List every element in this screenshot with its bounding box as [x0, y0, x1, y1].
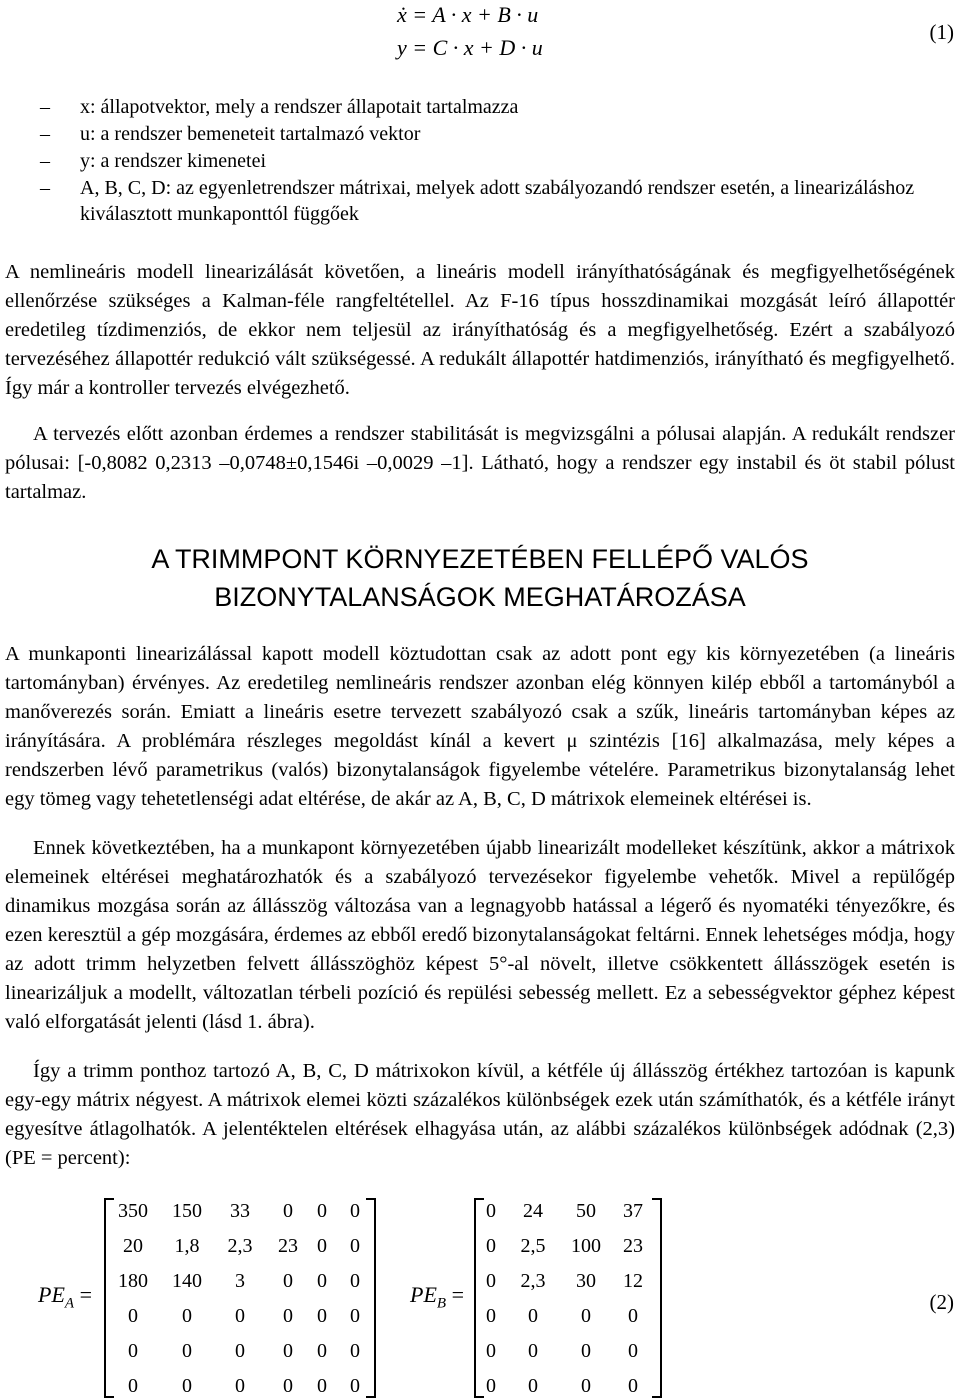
- matrix-a-cell: 0: [182, 1305, 192, 1327]
- matrix-b-cell: 0: [486, 1340, 496, 1362]
- matrix-a-cell: 0: [283, 1340, 293, 1362]
- matrix-a-cell: 0: [317, 1305, 327, 1327]
- matrix-a-cell: 0: [317, 1235, 327, 1257]
- matrix-a-equals: =: [79, 1282, 92, 1307]
- matrix-a-cell: 1,8: [174, 1235, 200, 1257]
- matrix-b-cell: 0: [486, 1270, 496, 1292]
- section-heading-line1: A TRIMMPONT KÖRNYEZETÉBEN FELLÉPŐ VALÓS: [151, 544, 809, 574]
- matrix-a-cell: 0: [235, 1340, 245, 1362]
- paragraph-poles: A tervezés előtt azonban érdemes a rendszer stabilitását is megvizsgálni a pólusai alapján. A redukált rendszer pólusai: [-0,8082 0,2313 –0,0748±0,1546i –0,0029 –1]. Látható, hogy a rendszer egy instabil és öt stabil pólust tartalmaz.: [5, 423, 955, 503]
- matrix-b-cell: 0: [486, 1200, 496, 1222]
- output-equation: y = C · x + D · u: [397, 35, 543, 60]
- matrix-b-label: [410, 1282, 464, 1312]
- matrix-a-cell: 0: [182, 1375, 192, 1397]
- matrix-b-label-main: PE: [410, 1282, 437, 1307]
- matrix-a-cell: 0: [350, 1270, 360, 1292]
- matrix-a-cell: 150: [172, 1200, 202, 1222]
- section-heading: [0, 540, 960, 616]
- section-heading-line2: BIZONYTALANSÁGOK MEGHATÁROZÁSA: [214, 582, 746, 612]
- matrix-b-left-bracket: [474, 1198, 484, 1398]
- matrix-b-cell: 0: [581, 1305, 591, 1327]
- matrix-a-cell: 3: [235, 1270, 245, 1292]
- matrix-a-cell: 0: [317, 1270, 327, 1292]
- matrix-a-cell: 0: [350, 1235, 360, 1257]
- matrix-b-cell: 24: [523, 1200, 543, 1222]
- matrix-b-cell: 50: [576, 1200, 596, 1222]
- matrix-a-cell: 0: [350, 1305, 360, 1327]
- list-dash: –: [40, 150, 50, 172]
- list-dash: –: [40, 177, 50, 199]
- matrix-a-cell: 0: [128, 1305, 138, 1327]
- matrix-a-label-main: PE: [38, 1282, 65, 1307]
- definition-text: x: állapotvektor, mely a rendszer állapotait tartalmazza: [80, 96, 519, 118]
- matrix-b-label-sub: B: [436, 1295, 447, 1312]
- matrix-a-cell: 350: [118, 1200, 148, 1222]
- list-dash: –: [40, 96, 50, 118]
- paragraph-linearization: A munkaponti linearizálással kapott modell köztudottan csak az adott pont egy kis környezetében (a lineáris tartományban) érvényes. Az eredetileg nemlineáris rendszer azonban elég könnyen kilép ebből a tartományból a manőverezés során. Emiatt a lineáris esetre tervezett szabályozó csak a szűk, lineáris tartományban képes az irányítására. A problémára részleges megoldást kínál a kevert μ szintézis [16] alkalmazása, mely képes a rendszerben lévő parametrikus (valós) bizonytalanságok figyelembe vételére. Parametrikus bizonytalanság lehet egy tömeg vagy tehetetlenségi adat eltérése, de akár az A, B, C, D mátrixok elemeinek eltérései is.: [5, 643, 955, 810]
- matrix-b-cell: 0: [581, 1375, 591, 1397]
- paragraph-percent-differences: Így a trimm ponthoz tartozó A, B, C, D mátrixokon kívül, a kétféle új állásszög értékhez tartozóan is kapunk egy-egy mátrix négyest. A mátrixok elemei közti százalékos különbségek ezek után számíthatók, és a kétféle irányt egyesítve átlagolhatók. A jelentéktelen eltérések elhagyása után, az alábbi százalékos különbségek adódnak (2,3) (PE = percent):: [5, 1060, 955, 1169]
- matrix-a-cell: 0: [235, 1375, 245, 1397]
- matrix-a-cell: 0: [317, 1200, 327, 1222]
- matrix-b-cell: 0: [528, 1340, 538, 1362]
- matrix-b-right-bracket: [652, 1198, 662, 1398]
- matrix-a-cell: 0: [128, 1340, 138, 1362]
- equation-number-1: (1): [929, 20, 954, 44]
- matrix-b-cell: 0: [486, 1375, 496, 1397]
- matrix-a-cell: 2,3: [227, 1235, 253, 1257]
- matrix-a-cell: 0: [182, 1340, 192, 1362]
- matrix-a-cell: 0: [317, 1375, 327, 1397]
- definition-text: y: a rendszer kimenetei: [80, 150, 267, 172]
- matrix-a-left-bracket: [104, 1198, 114, 1398]
- matrix-a-cell: 0: [350, 1375, 360, 1397]
- matrix-b-cell: 37: [623, 1200, 643, 1222]
- matrix-b-cell: 23: [623, 1235, 643, 1257]
- paragraph-uncertainty: Ennek következtében, ha a munkapont környezetében újabb linearizált modelleket készítünk, akkor a mátrixok elemeinek eltérései meghatározhatók és a szabályozó tervezésekor figyelembe vehetők. Mivel a repülőgép dinamikus mozgása során az állásszög változása van a legnagyobb hatással a légerő és nyomatéki tényezőkre, és ezen keresztül a gép mozgására, érdemes az ebből eredő bizonytalanságokat feltárni. Ennek lehetséges módja, hogy az adott trimm helyzetben felvett állásszöghöz képest 5°-al növelt, illetve csökkentett állásszögek esetén is linearizáljuk a modellt, változatlan térbeli pozíció és repülési sebesség mellett. Ez a sebességvektor géphez képest való elforgatását jelenti (lásd 1. ábra).: [5, 837, 955, 1033]
- matrix-a-cell: 20: [123, 1235, 143, 1257]
- matrix-b-cell: 12: [623, 1270, 643, 1292]
- matrix-a-cell: 0: [128, 1375, 138, 1397]
- matrix-a-cell: 0: [350, 1200, 360, 1222]
- matrix-b-equals: =: [451, 1282, 464, 1307]
- equation-number-2: (2): [929, 1290, 954, 1314]
- matrix-b-cell: 0: [628, 1305, 638, 1327]
- matrix-b-cell: 0: [628, 1340, 638, 1362]
- matrix-b-cell: 0: [528, 1375, 538, 1397]
- list-dash: –: [40, 123, 50, 145]
- matrix-a-label-sub: A: [64, 1295, 75, 1312]
- matrix-b-cell: 2,3: [520, 1270, 546, 1292]
- matrix-b-cell: 0: [628, 1375, 638, 1397]
- matrix-b-cell: 0: [528, 1305, 538, 1327]
- matrix-b-cell: 0: [486, 1235, 496, 1257]
- matrix-a-cell: 0: [283, 1375, 293, 1397]
- paragraph-kalman: A nemlineáris modell linearizálását követően, a lineáris modell irányíthatóságának és megfigyelhetőségének ellenőrzése szükséges a Kalman-féle rangfeltétellel. Az F-16 típus hosszdinamikai mozgását leíró állapottér eredetileg tízdimenziós, de ekkor nem teljesül az irányíthatóság és a megfigyelhetőség. Ezért a szabályozó tervezéséhez állapottér redukció vált szükségessé. A redukált állapottér hatdimenziós, irányítható és megfigyelhető. Így már a kontroller tervezés elvégezhető.: [5, 261, 955, 399]
- matrix-b-cell: 0: [581, 1340, 591, 1362]
- matrix-a-cell: 0: [283, 1305, 293, 1327]
- matrix-a-cell: 23: [278, 1235, 298, 1257]
- matrix-a-right-bracket: [366, 1198, 376, 1398]
- matrix-b-cell: 2,5: [520, 1235, 546, 1257]
- matrix-a-cell: 0: [283, 1270, 293, 1292]
- state-equation: ẋ = A · x + B · u: [397, 2, 539, 27]
- matrix-a-cell: 0: [235, 1305, 245, 1327]
- matrix-a-cell: 0: [317, 1340, 327, 1362]
- matrix-a-cell: 0: [283, 1200, 293, 1222]
- matrix-a-cell: 0: [350, 1340, 360, 1362]
- matrix-a-cell: 180: [118, 1270, 148, 1292]
- matrix-b-cell: 30: [576, 1270, 596, 1292]
- matrix-a-cell: 33: [230, 1200, 250, 1222]
- matrix-b-cell: 100: [571, 1235, 601, 1257]
- definition-text: A, B, C, D: az egyenletrendszer mátrixai, melyek adott szabályozandó rendszer esetén, a linearizáláshoz kiválasztott munkaponttól függőek: [80, 177, 915, 225]
- matrix-a-label: [38, 1282, 92, 1312]
- matrix-b-cell: 0: [486, 1305, 496, 1327]
- definition-text: u: a rendszer bemeneteit tartalmazó vektor: [80, 123, 421, 145]
- matrix-a-cell: 140: [172, 1270, 202, 1292]
